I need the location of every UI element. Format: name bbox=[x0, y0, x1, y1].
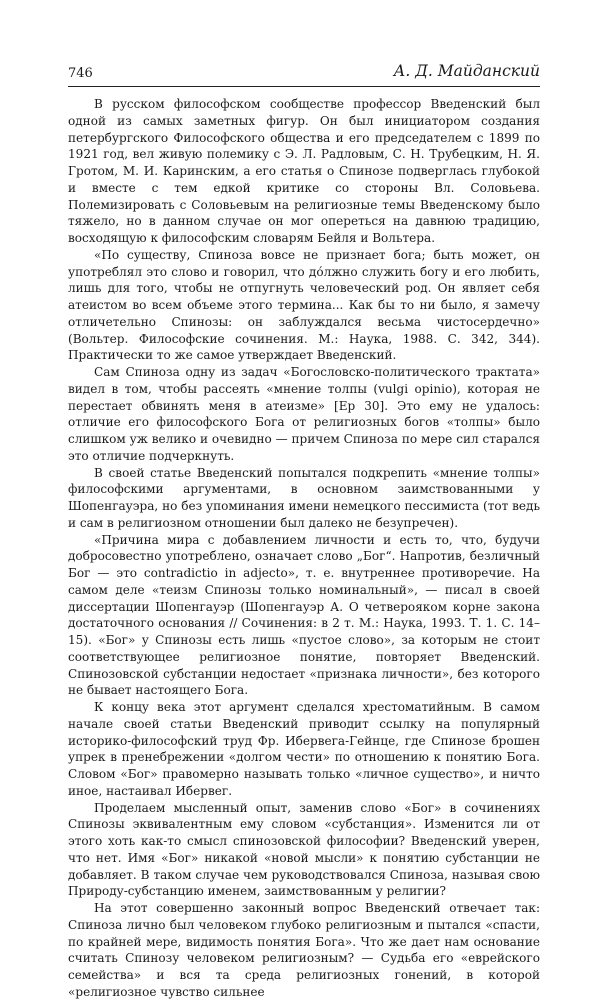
paragraph: Проделаем мысленный опыт, заменив слово «Бог» в сочинениях Спинозы эквивалентным ему словом «субстанция». Изменится ли от этого хоть как-то смысл спинозовской философии? Введенский уверен, что нет. Имя «Бог» никакой «новой мысли» к понятию субстанции не добавляет. В таком случае чем руководствовался Спиноза, называя свою Природу-субстанцию именем, заимствованным у религии? bbox=[68, 800, 540, 899]
paragraph: В русском философском сообществе профессор Введенский был одной из самых заметных фигур. Он был инициатором создания петербургского Философского общества и его председателем с 1899 по 1921 год, вел живую полемику с Э. Л. Радловым, С. Н. Трубецким, Н. Я. Гротом, М. И. Каринским, а его статья о Спинозе подверглась глубокой и вместе с тем едкой критике со стороны Вл. Соловьева. Полемизировать с Соловьевым на религиозные темы Введенскому было тяжело, но в данном случае он мог опереться на давнюю традицию, восходящую к философским словарям Бейля и Вольтера. bbox=[68, 97, 540, 245]
paragraph: В своей статье Введенский попытался подкрепить «мнение толпы» философскими аргументами, в основном заимствованными у Шопенгауэра, но без упоминания имени немецкого пессимиста (тот ведь и сам в религиозном отношении был далеко не безупречен). bbox=[68, 465, 540, 530]
page-header bbox=[68, 60, 540, 82]
header-rule bbox=[68, 86, 540, 87]
paragraph: «Причина мира с добавлением личности и есть то, что, будучи добросовестно употреблено, означает слово „Бог“. Напротив, безличный Бог — это contradictio in adjecto», т. е. внутреннее противоречие. На самом деле «теизм Спинозы только номинальный», — писал в своей диссертации Шопенгауэр (Шопенгауэр А. О четвероякoм корне закона достаточного основания // Сочинения: в 2 т. М.: Наука, 1993. Т. 1. С. 14–15). «Бог» у Спинозы есть лишь «пустое слово», за которым не стоит соответствующее религиозное понятие, повторяет Введенский. Спинозовской субстанции недостает «признака личности», без которого не бывает настоящего Бога. bbox=[68, 532, 540, 698]
running-head-author: А. Д. Майданский bbox=[393, 62, 540, 80]
page-number: 746 bbox=[68, 66, 93, 81]
paragraph: К концу века этот аргумент сделался хрестоматийным. В самом начале своей статьи Введенский приводит ссылку на популярный историко-философский труд Фр. Ибервега-Гейнце, где Спинозе брошен упрек в пренебрежении «долгом чести» по отношению к понятию Бога. Словом «Бог» правомерно называть только «личное существо», и ничто иное, настаивал Ибервег. bbox=[68, 700, 540, 798]
paragraph: «По существу, Спиноза вовсе не признает бога; быть может, он употреблял это слово и говорил, что до́лжно служить богу и его любить, лишь для того, чтобы не отпугнуть человеческий род. Он являет себя атеистом во всем объеме этого термина... Как бы то ни было, я замечу отличетельно Спинозы: он заблуждался весьма чистосердечно» (Вольтер. Философские сочинения. М.: Наука, 1988. С. 342, 344). Практически то же самое утверждает Введенский. bbox=[68, 247, 540, 363]
body-text bbox=[68, 96, 540, 1001]
paragraph: На этот совершенно законный вопрос Введенский отвечает так: Спиноза лично был человеком глубоко религиозным и пытался «спасти, по крайней мере, видимость понятия Бога». Что же дает нам основание считать Спинозу человеком религиозным? — Судьба его «еврейского семейства» и вся та среда религиозных гонений, в которой «религиозное чувство сильнее bbox=[68, 901, 540, 999]
paragraph: Сам Спиноза одну из задач «Богословско-политического трактата» видел в том, чтобы рассеять «мнение толпы (vulgi opinio), которая не перестает обвинять меня в атеизме» [Ep 30]. Это ему не удалось: отличие его философского Бога от религиозных богов «толпы» было слишком уж велико и очевидно — причем Спиноза по мере сил старался это отличие подчеркнуть. bbox=[68, 365, 540, 463]
